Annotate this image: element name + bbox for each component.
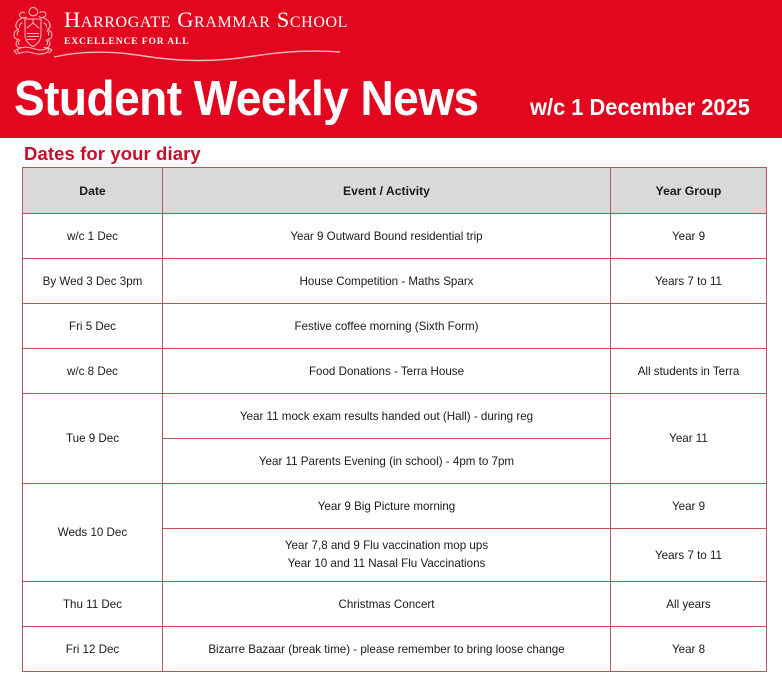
column-header-year-group: Year Group <box>611 168 767 214</box>
newsletter-title-row <box>14 72 772 126</box>
cell-event: Festive coffee morning (Sixth Form) <box>163 304 611 349</box>
column-header-date: Date <box>23 168 163 214</box>
cell-year-group: Year 8 <box>611 627 767 672</box>
section-heading-dates-for-your-diary: Dates for your diary <box>24 143 201 164</box>
school-branding <box>8 6 348 58</box>
table-row <box>23 582 767 627</box>
cell-date: Fri 12 Dec <box>23 627 163 672</box>
table-row <box>23 627 767 672</box>
cell-year-group: All students in Terra <box>611 349 767 394</box>
school-wordmark <box>64 6 348 47</box>
cell-event: Year 7,8 and 9 Flu vaccination mop ups Year 10 and 11 Nasal Flu Vaccinations <box>163 529 611 582</box>
table-row <box>23 214 767 259</box>
cell-year-group: All years <box>611 582 767 627</box>
cell-event: Year 9 Outward Bound residential trip <box>163 214 611 259</box>
cell-date: w/c 1 Dec <box>23 214 163 259</box>
cell-event: Year 11 mock exam results handed out (Hall) - during reg <box>163 394 611 439</box>
week-commencing-label: w/c 1 December 2025 <box>530 94 751 120</box>
cell-date: Tue 9 Dec <box>23 394 163 484</box>
cell-date: Fri 5 Dec <box>23 304 163 349</box>
cell-event: Christmas Concert <box>163 582 611 627</box>
cell-date: By Wed 3 Dec 3pm <box>23 259 163 304</box>
cell-event: Food Donations - Terra House <box>163 349 611 394</box>
column-header-event: Event / Activity <box>163 168 611 214</box>
cell-date: Weds 10 Dec <box>23 484 163 582</box>
table-row <box>23 484 767 529</box>
masthead-banner <box>0 0 782 138</box>
heraldic-crest-icon <box>8 6 58 58</box>
school-tagline: EXCELLENCE FOR ALL <box>64 36 190 47</box>
cell-event: House Competition - Maths Sparx <box>163 259 611 304</box>
table-row <box>23 394 767 439</box>
page-title: Student Weekly News <box>14 72 479 126</box>
cell-date: w/c 8 Dec <box>23 349 163 394</box>
cell-date: Thu 11 Dec <box>23 582 163 627</box>
cell-year-group: Years 7 to 11 <box>611 259 767 304</box>
cell-year-group: Year 9 <box>611 214 767 259</box>
school-name: Harrogate Grammar School <box>64 7 349 32</box>
cell-year-group: Year 9 <box>611 484 767 529</box>
table-row <box>23 304 767 349</box>
cell-year-group <box>611 304 767 349</box>
cell-year-group: Year 11 <box>611 394 767 484</box>
cell-event: Year 9 Big Picture morning <box>163 484 611 529</box>
dates-for-your-diary-table <box>22 167 767 672</box>
cell-year-group: Years 7 to 11 <box>611 529 767 582</box>
cell-event: Bizarre Bazaar (break time) - please remember to bring loose change <box>163 627 611 672</box>
cell-event: Year 11 Parents Evening (in school) - 4pm to 7pm <box>163 439 611 484</box>
table-header-row <box>23 168 767 214</box>
table-row <box>23 259 767 304</box>
table-row <box>23 349 767 394</box>
